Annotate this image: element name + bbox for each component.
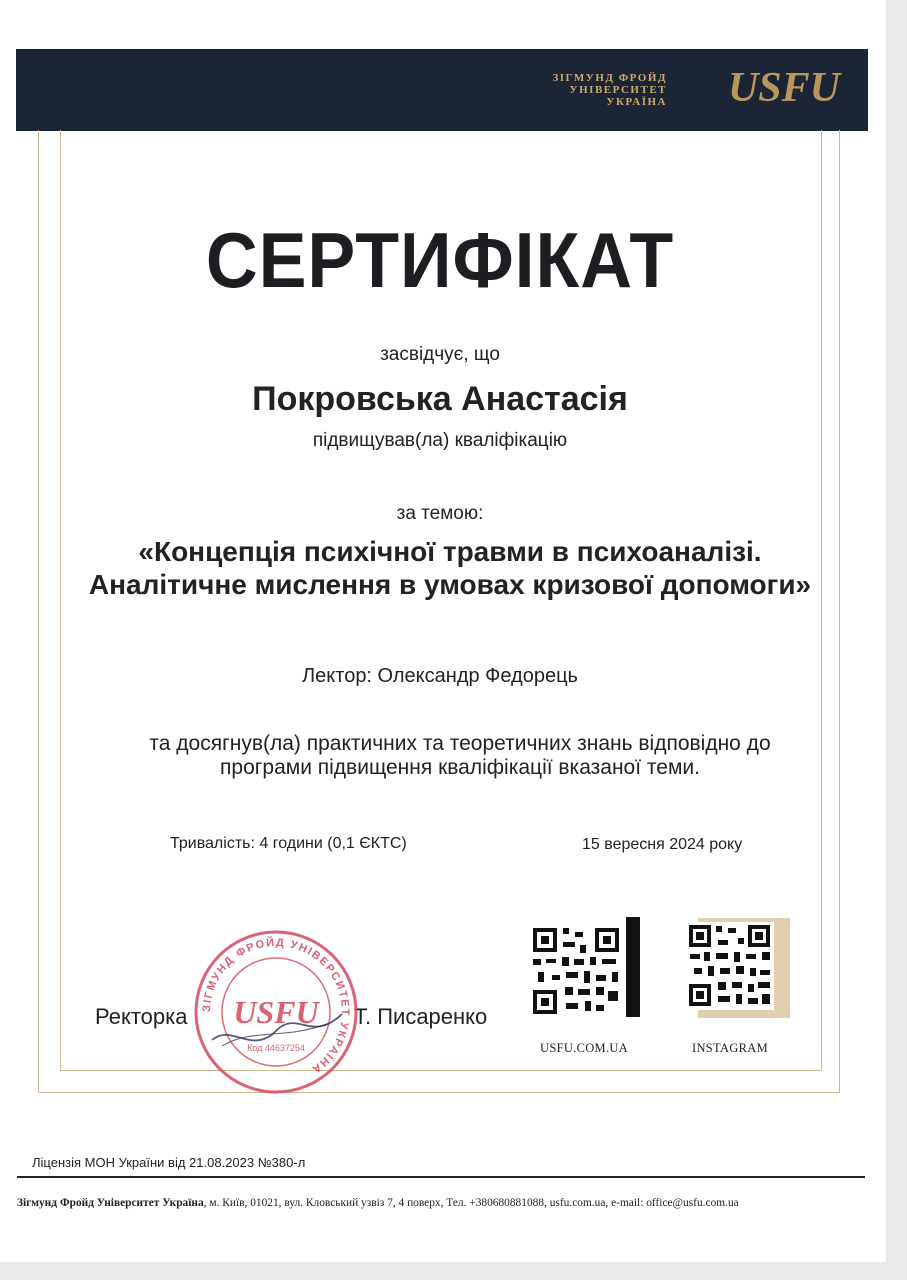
footer-address (17, 1197, 867, 1209)
brand-line-1: ЗІГМУНД ФРОЙД (552, 72, 667, 84)
brand-line-3: УКРАЇНА (606, 96, 667, 108)
footer-divider (17, 1176, 865, 1178)
university-stamp (192, 928, 360, 1096)
certifies-text: засвідчує, що (380, 344, 500, 365)
qualification-text: підвищував(ла) кваліфікацію (312, 430, 568, 451)
course-topic: «Концепція психічної травми в психоаналізі. Аналітичне мислення в умовах кризової допомоги» (88, 536, 812, 600)
topic-label: за темою: (396, 503, 484, 524)
brand-line-2: УНІВЕРСИТЕТ (569, 84, 667, 96)
achievement-text: та досягнув(ла) практичних та теоретичних знань відповідно до програми підвищення кваліфікації вказаної теми. (149, 732, 771, 779)
license-text: Ліцензія МОН України від 21.08.2023 №380-л (32, 1155, 306, 1170)
university-wordmark (552, 72, 667, 108)
recipient-name: Покровська Анастасія (252, 380, 628, 418)
footer-contact-details: , м. Київ, 01021, вул. Кловський узвіз 7, 4 поверх, Тел. +380680881088, usfu.com.ua, e-mail: office@usfu.com.ua (203, 1197, 739, 1209)
qr-code-icon[interactable] (530, 917, 640, 1017)
stamp-text: ЗІГМУНД ФРОЙД УНІВЕРСИТЕТ УКРАЇНА (200, 936, 352, 1076)
duration: Тривалість: 4 години (0,1 ЄКТС) (170, 835, 407, 852)
usfu-logo: USFU (727, 65, 840, 111)
stamp-code: Код 44637254 (247, 1043, 305, 1053)
certificate-title: СЕРТИФІКАТ (205, 216, 675, 304)
footer-university-name: Зігмунд Фройд Університет Україна (17, 1197, 204, 1209)
qr-code-icon[interactable] (686, 918, 790, 1018)
rector-label: Ректорка (95, 1004, 188, 1029)
instagram-qr-label: INSTAGRAM (692, 1041, 769, 1055)
lecturer: Лектор: Олександр Федорець (302, 665, 578, 687)
website-qr-label: USFU.COM.UA (540, 1041, 629, 1055)
stamp-logo: USFU (233, 994, 319, 1030)
issue-date: 15 вересня 2024 року (582, 836, 743, 853)
rector-name: Т. Писаренко (354, 1004, 488, 1029)
